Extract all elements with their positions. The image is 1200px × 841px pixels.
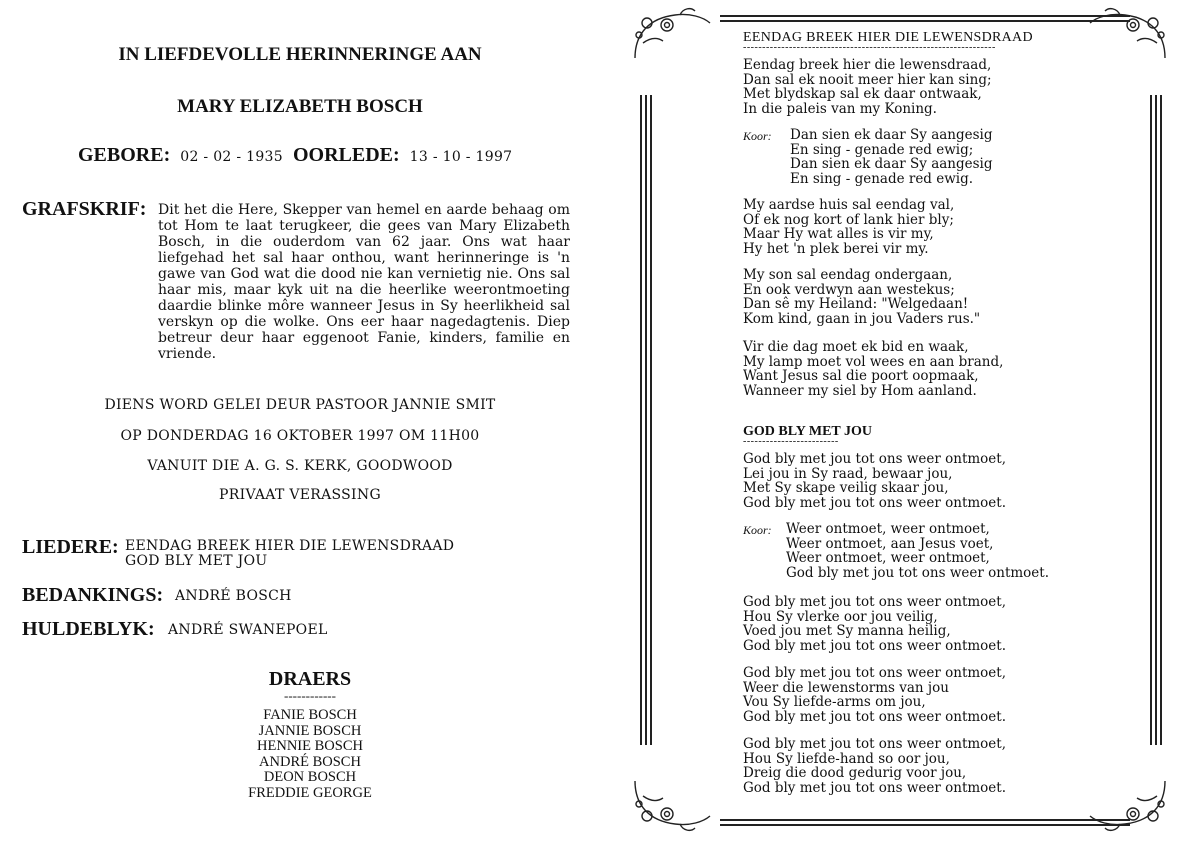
bearers-list: [210, 708, 410, 801]
song2-verse-4: God bly met jou tot ons weer ontmoet, Hou Sy liefde-hand so oor jou, Dreig die dood gedurig voor jou, God bly met jou tot ons weer ontmoet.: [743, 736, 1006, 796]
tribute-name: ANDRÉ SWANEPOEL: [168, 622, 328, 638]
dates-row: [78, 144, 512, 167]
floral-corner-icon: [1085, 776, 1175, 836]
song1-verse-4: Vir die dag moet ek bid en waak, My lamp moet vol wees en aan brand, Want Jesus sal die poort oopmaak, Wanneer my siel by Hom aanland.: [743, 339, 1004, 399]
floral-corner-icon: [625, 776, 715, 836]
born-date: 02 - 02 - 1935: [180, 149, 283, 165]
floral-corner-icon: [625, 3, 715, 63]
bearers-title: DRAERS: [268, 668, 352, 690]
song1-divider: ------------------------------------------------------------------: [743, 42, 996, 53]
song1-verse-2: My aardse huis sal eendag val, Of ek nog kort of lank hier bly; Maar Hy wat alles is vir my, Hy het 'n plek berei vir my.: [743, 197, 955, 257]
song-1: EENDAG BREEK HIER DIE LEWENSDRAAD: [125, 538, 455, 554]
song2-verse-3: God bly met jou tot ons weer ontmoet, Weer die lewenstorms van jou Vou Sy liefde-arms om jou, God bly met jou tot ons weer ontmoet.: [743, 665, 1006, 725]
service-line-4: PRIVAAT VERASSING: [219, 487, 381, 503]
song1-verse-1: Eendag breek hier die lewensdraad, Dan sal ek nooit meer hier kan sing; Met blydskap sal ek daar ontwaak, In die paleis van my Koning.: [743, 57, 992, 117]
deceased-name: MARY ELIZABETH BOSCH: [177, 96, 423, 117]
epitaph-text: Dit het die Here, Skepper van hemel en aarde behaag om tot Hom te laat terugkeer, die gees van Mary Elizabeth Bosch, in die ouderdom van 62 jaar. Ons wat haar liefgehad het sal haar onthou, want herinneringe is 'n gawe van God wat die dood nie kan vernietig nie. Ons sal haar mis, maar kyk uit na die heerlike weerontmoeting daardie blinke môre wanneer Jesus in Sy heerlikheid sal verskyn op die wolke. Ons eer haar nagedagtenis. Diep betreur deur haar eggenoot Fanie, kinders, familie en vriende.: [158, 202, 570, 362]
song2-divider: -------------------------: [743, 436, 839, 447]
song1-title: EENDAG BREEK HIER DIE LEWENSDRAAD: [743, 30, 1033, 45]
bearer: HENNIE BOSCH: [257, 738, 363, 754]
bearer: ANDRÉ BOSCH: [259, 753, 361, 770]
songs-label: LIEDERE:: [22, 536, 119, 558]
song2-chorus: Weer ontmoet, weer ontmoet, Weer ontmoet, aan Jesus voet, Weer ontmoet, weer ontmoet, God bly met jou tot ons weer ontmoet.: [786, 521, 1049, 581]
bearer: FREDDIE GEORGE: [248, 784, 372, 801]
song2-verse-2: God bly met jou tot ons weer ontmoet, Hou Sy vlerke oor jou veilig, Voed jou met Sy manna heilig, God bly met jou tot ons weer ontmoet.: [743, 594, 1006, 654]
bearers-divider: ------------: [284, 688, 336, 703]
right-page: [600, 0, 1200, 841]
song1-chorus: Dan sien ek daar Sy aangesig En sing - genade red ewig; Dan sien ek daar Sy aangesig En sing - genade red ewig.: [790, 127, 993, 187]
bearer: DEON BOSCH: [263, 769, 357, 785]
died-label: OORLEDE:: [292, 144, 400, 166]
song2-title: GOD BLY MET JOU: [743, 424, 873, 439]
memorial-title: IN LIEFDEVOLLE HERINNERINGE AAN: [118, 44, 482, 65]
born-label: GEBORE:: [78, 144, 171, 166]
bearer: FANIE BOSCH: [263, 707, 357, 723]
service-line-1: DIENS WORD GELEI DEUR PASTOOR JANNIE SMIT: [104, 397, 496, 413]
song2-koor-label: Koor:: [743, 523, 772, 537]
song1-koor-label: Koor:: [743, 129, 772, 143]
bearer: JANNIE BOSCH: [258, 722, 362, 739]
died-date: 13 - 10 - 1997: [409, 149, 513, 165]
song1-verse-3: My son sal eendag ondergaan, En ook verdwyn aan westekus; Dan sê my Heiland: "Welgedaan! Kom kind, gaan in jou Vaders rus.": [743, 267, 981, 327]
thanks-name: ANDRÉ BOSCH: [175, 588, 292, 604]
song-2: GOD BLY MET JOU: [125, 553, 268, 569]
song2-verse-1: God bly met jou tot ons weer ontmoet, Lei jou in Sy raad, bewaar jou, Met Sy skape veilig skaar jou, God bly met jou tot ons weer ontmoet.: [743, 451, 1006, 511]
epitaph-label: GRAFSKRIF:: [22, 198, 147, 220]
service-line-3: VANUIT DIE A. G. S. KERK, GOODWOOD: [147, 458, 453, 474]
floral-corner-icon: [1085, 3, 1175, 63]
tribute-label: HULDEBLYK:: [22, 618, 155, 640]
service-line-2: OP DONDERDAG 16 OKTOBER 1997 OM 11H00: [120, 428, 480, 444]
thanks-label: BEDANKINGS:: [22, 584, 164, 606]
